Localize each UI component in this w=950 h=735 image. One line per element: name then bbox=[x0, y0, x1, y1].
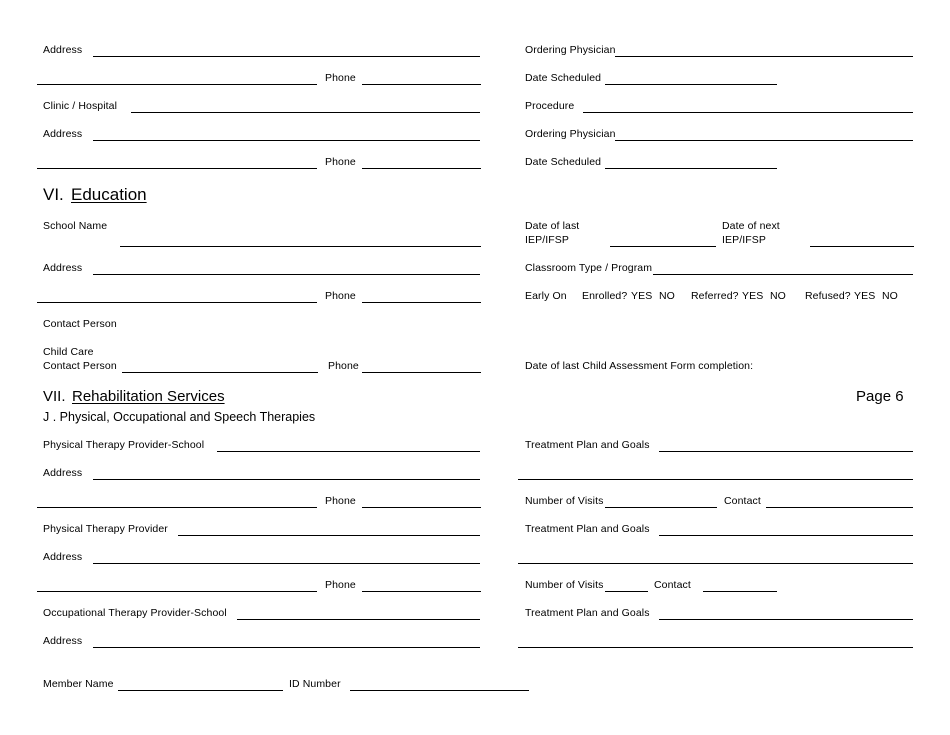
child-care-label: Child Care bbox=[43, 346, 94, 358]
ot-school-label: Occupational Therapy Provider-School bbox=[43, 607, 227, 619]
contact-label: Contact bbox=[724, 495, 761, 507]
date-scheduled-field[interactable] bbox=[605, 168, 777, 169]
child-assessment-label: Date of last Child Assessment Form completion: bbox=[525, 360, 754, 372]
refused-label: Refused? bbox=[805, 290, 851, 302]
phone-label: Phone bbox=[328, 360, 359, 372]
enrolled-yes-option[interactable]: YES bbox=[631, 290, 653, 302]
contact-person-label: Contact Person bbox=[43, 318, 117, 330]
phone-field[interactable] bbox=[362, 84, 481, 85]
date-scheduled-label: Date Scheduled bbox=[525, 156, 602, 168]
referred-label: Referred? bbox=[691, 290, 739, 302]
enrolled-no-option[interactable]: NO bbox=[659, 290, 675, 302]
section-numeral: VII. bbox=[43, 388, 66, 405]
phone-field[interactable] bbox=[362, 591, 481, 592]
contact-label: Contact bbox=[654, 579, 691, 591]
contact-field[interactable] bbox=[703, 591, 777, 592]
number-of-visits-field[interactable] bbox=[605, 591, 648, 592]
address-label: Address bbox=[43, 128, 83, 140]
pt-school-field[interactable] bbox=[217, 451, 480, 452]
early-on-label: Early On bbox=[525, 290, 567, 302]
address-label: Address bbox=[43, 551, 83, 563]
phone-label: Phone bbox=[325, 290, 356, 302]
treatment-plan-field[interactable] bbox=[659, 451, 913, 452]
treatment-plan-line2-field[interactable] bbox=[518, 647, 913, 648]
phone-label: Phone bbox=[325, 495, 356, 507]
phone-label: Phone bbox=[325, 156, 356, 168]
address-line2-field[interactable] bbox=[37, 84, 317, 85]
address-line2-field[interactable] bbox=[37, 507, 317, 508]
ordering-physician-field[interactable] bbox=[615, 56, 913, 57]
address-field[interactable] bbox=[93, 647, 480, 648]
address-line2-field[interactable] bbox=[37, 168, 317, 169]
procedure-label: Procedure bbox=[525, 100, 575, 112]
treatment-plan-line2-field[interactable] bbox=[518, 563, 913, 564]
ordering-physician-label: Ordering Physician bbox=[525, 128, 616, 140]
procedure-field[interactable] bbox=[583, 112, 913, 113]
address-field[interactable] bbox=[93, 56, 480, 57]
treatment-plan-field[interactable] bbox=[659, 535, 913, 536]
address-line2-field[interactable] bbox=[37, 591, 317, 592]
id-number-field[interactable] bbox=[350, 690, 529, 691]
clinic-hospital-field[interactable] bbox=[131, 112, 480, 113]
number-of-visits-field[interactable] bbox=[605, 507, 717, 508]
referred-yes-option[interactable]: YES bbox=[742, 290, 764, 302]
refused-no-option[interactable]: NO bbox=[882, 290, 898, 302]
ot-school-field[interactable] bbox=[237, 619, 480, 620]
date-next-iep-label: Date of next bbox=[722, 220, 780, 232]
date-last-iep-field[interactable] bbox=[610, 246, 716, 247]
phone-label: Phone bbox=[325, 579, 356, 591]
date-scheduled-label: Date Scheduled bbox=[525, 72, 602, 84]
treatment-plan-label: Treatment Plan and Goals bbox=[525, 439, 650, 451]
date-last-iep-label: Date of last bbox=[525, 220, 580, 232]
treatment-plan-label: Treatment Plan and Goals bbox=[525, 523, 650, 535]
treatment-plan-label: Treatment Plan and Goals bbox=[525, 607, 650, 619]
pt-provider-label: Physical Therapy Provider bbox=[43, 523, 168, 535]
section-subtitle: J . Physical, Occupational and Speech Therapies bbox=[43, 410, 316, 424]
number-of-visits-label: Number of Visits bbox=[525, 579, 604, 591]
member-name-label: Member Name bbox=[43, 678, 114, 690]
section-numeral: VI. bbox=[43, 185, 64, 204]
section-title-rehab: Rehabilitation Services bbox=[72, 388, 225, 405]
treatment-plan-line2-field[interactable] bbox=[518, 479, 913, 480]
date-next-iep-label-2: IEP/IFSP bbox=[722, 234, 766, 246]
section-title-education: Education bbox=[71, 185, 147, 204]
date-next-iep-field[interactable] bbox=[810, 246, 914, 247]
id-number-label: ID Number bbox=[289, 678, 341, 690]
classroom-type-field[interactable] bbox=[653, 274, 913, 275]
pt-school-label: Physical Therapy Provider-School bbox=[43, 439, 205, 451]
number-of-visits-label: Number of Visits bbox=[525, 495, 604, 507]
date-last-iep-label-2: IEP/IFSP bbox=[525, 234, 569, 246]
address-field[interactable] bbox=[93, 140, 480, 141]
referred-no-option[interactable]: NO bbox=[770, 290, 786, 302]
child-care-contact-field[interactable] bbox=[122, 372, 318, 373]
date-scheduled-field[interactable] bbox=[605, 84, 777, 85]
address-field[interactable] bbox=[93, 274, 480, 275]
phone-field[interactable] bbox=[362, 302, 481, 303]
ordering-physician-label: Ordering Physician bbox=[525, 44, 616, 56]
address-field[interactable] bbox=[93, 563, 480, 564]
page-number: Page 6 bbox=[856, 388, 904, 405]
treatment-plan-field[interactable] bbox=[659, 619, 913, 620]
school-name-label: School Name bbox=[43, 220, 108, 232]
phone-field[interactable] bbox=[362, 168, 481, 169]
refused-yes-option[interactable]: YES bbox=[854, 290, 876, 302]
enrolled-label: Enrolled? bbox=[582, 290, 628, 302]
pt-provider-field[interactable] bbox=[178, 535, 480, 536]
member-name-field[interactable] bbox=[118, 690, 283, 691]
ordering-physician-field[interactable] bbox=[615, 140, 913, 141]
contact-field[interactable] bbox=[766, 507, 913, 508]
clinic-hospital-label: Clinic / Hospital bbox=[43, 100, 118, 112]
child-care-phone-field[interactable] bbox=[362, 372, 481, 373]
address-label: Address bbox=[43, 467, 83, 479]
address-field[interactable] bbox=[93, 479, 480, 480]
phone-label: Phone bbox=[325, 72, 356, 84]
child-care-contact-label: Contact Person bbox=[43, 360, 117, 372]
address-line2-field[interactable] bbox=[37, 302, 317, 303]
school-name-field[interactable] bbox=[120, 246, 481, 247]
address-label: Address bbox=[43, 44, 83, 56]
address-label: Address bbox=[43, 262, 83, 274]
phone-field[interactable] bbox=[362, 507, 481, 508]
address-label: Address bbox=[43, 635, 83, 647]
classroom-type-label: Classroom Type / Program bbox=[525, 262, 653, 274]
